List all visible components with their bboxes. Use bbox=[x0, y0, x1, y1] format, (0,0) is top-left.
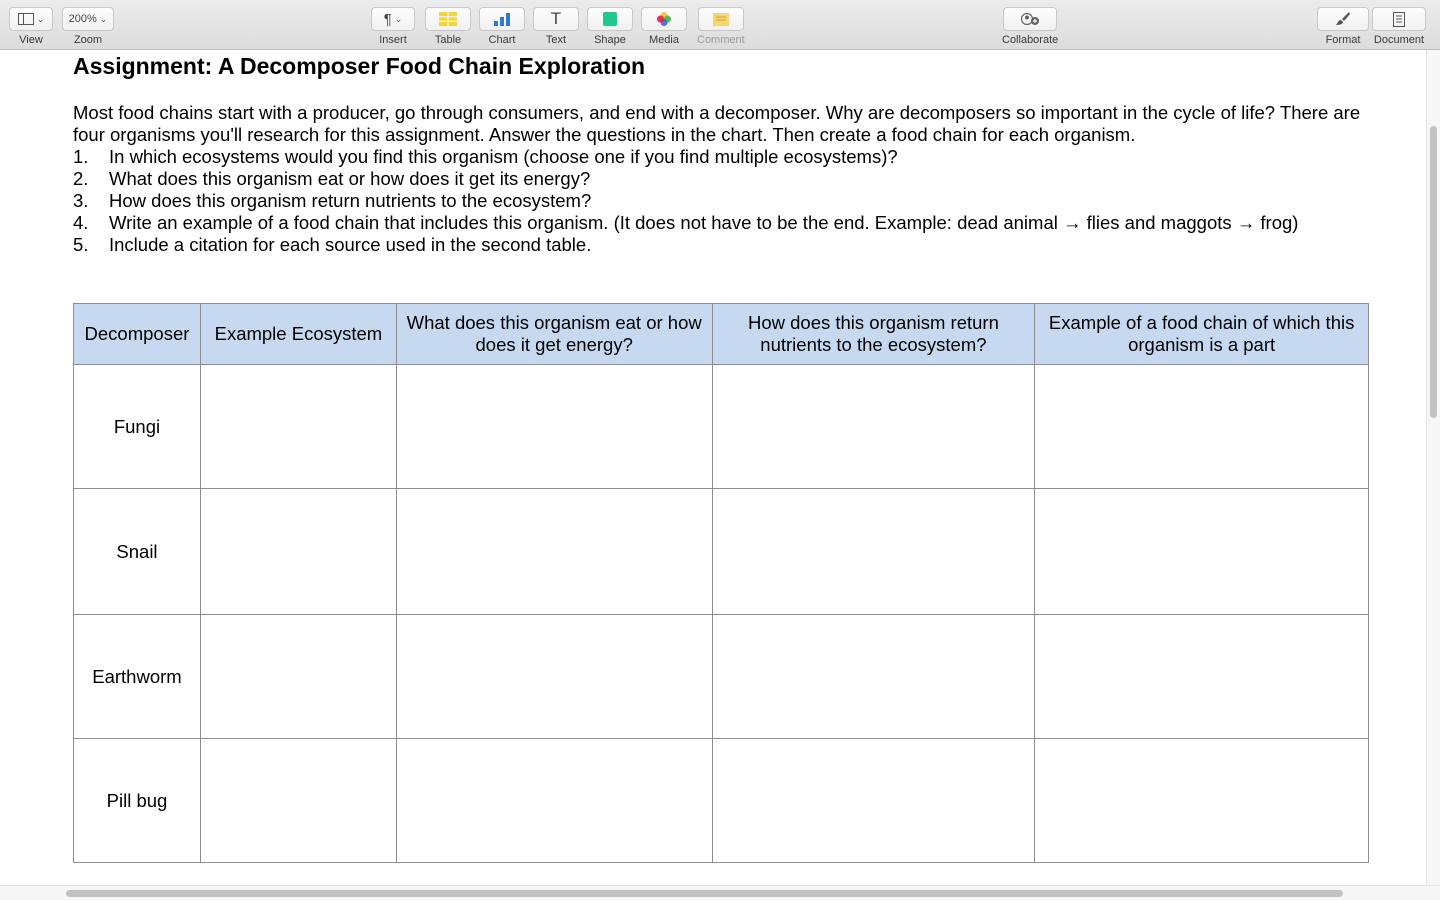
header-cell-energy[interactable]: What does this organism eat or how does it get energy? bbox=[396, 304, 712, 365]
media-label: Media bbox=[649, 34, 679, 46]
table-cell[interactable] bbox=[396, 365, 712, 489]
document-button[interactable] bbox=[1372, 7, 1426, 31]
shape-icon bbox=[603, 12, 617, 26]
chevron-down-icon: ⌄ bbox=[99, 13, 108, 24]
text-icon: T bbox=[550, 9, 562, 28]
table-cell[interactable] bbox=[1035, 489, 1369, 615]
pilcrow-icon: ¶ bbox=[383, 10, 392, 28]
table-cell[interactable] bbox=[1035, 739, 1369, 863]
chevron-down-icon: ⌄ bbox=[394, 13, 403, 24]
list-item bbox=[73, 146, 1363, 168]
list-number: 3. bbox=[73, 190, 89, 211]
sidebar-icon bbox=[18, 13, 34, 25]
organism-cell[interactable]: Earthworm bbox=[74, 615, 201, 739]
table-cell[interactable] bbox=[200, 489, 396, 615]
header-cell-nutrients[interactable]: How does this organism return nutrients to the ecosystem? bbox=[712, 304, 1035, 365]
toolbar bbox=[0, 0, 1440, 50]
list-text: What does this organism eat or how does it get its energy? bbox=[109, 168, 591, 189]
list-item bbox=[73, 168, 1363, 190]
shape-label: Shape bbox=[594, 34, 626, 46]
table-cell[interactable] bbox=[200, 365, 396, 489]
table-cell[interactable] bbox=[396, 489, 712, 615]
list-text: In which ecosystems would you find this organism (choose one if you find multiple ecosystems)? bbox=[109, 146, 898, 167]
list-item bbox=[73, 234, 1363, 256]
list-number: 2. bbox=[73, 168, 89, 189]
list-text: Write an example of a food chain that includes this organism. (It does not have to be the end. Example: dead animal → flies and maggots → frog) bbox=[109, 212, 1299, 233]
list-text: Include a citation for each source used in the second table. bbox=[109, 234, 592, 255]
table-row bbox=[74, 739, 1369, 863]
bar-chart-icon bbox=[493, 12, 511, 26]
document-icon bbox=[1393, 12, 1405, 27]
document-title: Assignment: A Decomposer Food Chain Exploration bbox=[73, 53, 646, 79]
table-header-row bbox=[74, 304, 1369, 365]
text-label: Text bbox=[545, 34, 567, 46]
table-cell[interactable] bbox=[396, 615, 712, 739]
decomposer-table[interactable] bbox=[73, 303, 1369, 863]
document-group bbox=[1372, 7, 1426, 46]
collaborate-button[interactable] bbox=[1003, 7, 1057, 31]
comment-button[interactable] bbox=[698, 7, 744, 31]
shape-group bbox=[587, 7, 633, 46]
zoom-label: Zoom bbox=[73, 34, 103, 46]
comment-icon bbox=[713, 13, 729, 26]
zoom-group bbox=[62, 7, 114, 46]
table-cell[interactable] bbox=[712, 489, 1035, 615]
collaborate-label: Collaborate bbox=[1002, 34, 1059, 46]
question-list bbox=[73, 146, 1363, 256]
media-icon bbox=[656, 11, 672, 27]
table-group bbox=[425, 7, 471, 46]
table-cell[interactable] bbox=[712, 739, 1035, 863]
view-group bbox=[9, 7, 53, 46]
document-label: Document bbox=[1373, 34, 1425, 46]
table-icon bbox=[439, 12, 457, 26]
view-button[interactable] bbox=[9, 7, 53, 31]
insert-button[interactable] bbox=[371, 7, 415, 31]
horizontal-scrollbar[interactable] bbox=[0, 885, 1440, 900]
table-row bbox=[74, 365, 1369, 489]
collaborate-icon bbox=[1020, 12, 1040, 26]
format-label: Format bbox=[1325, 34, 1361, 46]
view-label: View bbox=[19, 34, 43, 46]
comment-group bbox=[697, 7, 745, 46]
organism-cell[interactable]: Fungi bbox=[74, 365, 201, 489]
text-group bbox=[533, 7, 579, 46]
document-canvas[interactable] bbox=[0, 50, 1426, 885]
collaborate-group bbox=[1002, 7, 1058, 46]
list-number: 4. bbox=[73, 212, 89, 233]
vertical-scrollbar[interactable] bbox=[1426, 50, 1440, 885]
organism-cell[interactable]: Snail bbox=[74, 489, 201, 615]
chart-group bbox=[479, 7, 525, 46]
table-row bbox=[74, 489, 1369, 615]
table-button[interactable] bbox=[425, 7, 471, 31]
intro-paragraph: Most food chains start with a producer, go through consumers, and end with a decomposer. Why are decomposers so important in the cycle of life? There are four organisms you'll research for this assignment. Answer the questions in the chart. Then create a food chain for each organism. bbox=[73, 102, 1361, 145]
list-item bbox=[73, 212, 1363, 234]
paintbrush-icon bbox=[1335, 11, 1351, 27]
table-label: Table bbox=[434, 34, 462, 46]
horizontal-scroll-thumb[interactable] bbox=[66, 890, 1343, 897]
comment-label: Comment bbox=[697, 34, 745, 46]
format-group bbox=[1317, 7, 1369, 46]
list-item bbox=[73, 190, 1363, 212]
chevron-down-icon: ⌄ bbox=[36, 13, 45, 24]
table-cell[interactable] bbox=[712, 615, 1035, 739]
table-cell[interactable] bbox=[200, 615, 396, 739]
zoom-value: 200% bbox=[68, 13, 97, 25]
table-cell[interactable] bbox=[712, 365, 1035, 489]
media-group bbox=[641, 7, 687, 46]
shape-button[interactable] bbox=[587, 7, 633, 31]
list-text: How does this organism return nutrients to the ecosystem? bbox=[109, 190, 592, 211]
list-number: 5. bbox=[73, 234, 89, 255]
organism-cell[interactable]: Pill bug bbox=[74, 739, 201, 863]
table-cell[interactable] bbox=[396, 739, 712, 863]
header-cell-ecosystem[interactable]: Example Ecosystem bbox=[200, 304, 396, 365]
text-button[interactable] bbox=[533, 7, 579, 31]
chart-button[interactable] bbox=[479, 7, 525, 31]
header-cell-food-chain[interactable]: Example of a food chain of which this organism is a part bbox=[1035, 304, 1369, 365]
table-cell[interactable] bbox=[1035, 615, 1369, 739]
table-cell[interactable] bbox=[200, 739, 396, 863]
list-number: 1. bbox=[73, 146, 89, 167]
insert-label: Insert bbox=[379, 34, 407, 46]
chart-label: Chart bbox=[488, 34, 516, 46]
table-cell[interactable] bbox=[1035, 365, 1369, 489]
zoom-select[interactable] bbox=[62, 7, 114, 31]
insert-group bbox=[371, 7, 415, 46]
format-button[interactable] bbox=[1317, 7, 1369, 31]
header-cell-decomposer[interactable]: Decomposer bbox=[74, 304, 201, 365]
vertical-scroll-thumb[interactable] bbox=[1430, 126, 1437, 418]
media-button[interactable] bbox=[641, 7, 687, 31]
table-row bbox=[74, 615, 1369, 739]
